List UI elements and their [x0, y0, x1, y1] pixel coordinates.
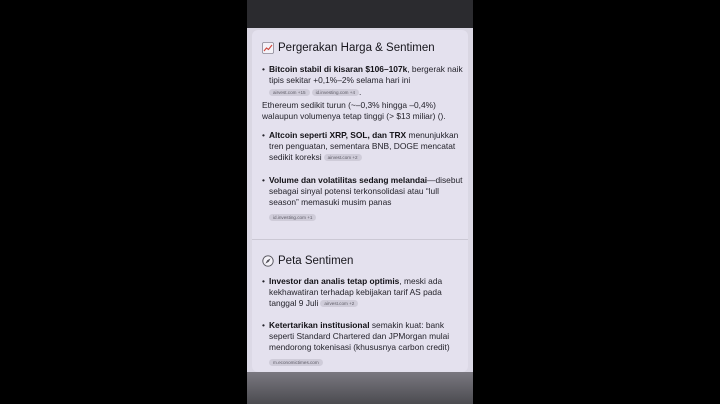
- citation-chip[interactable]: airvest.com +2: [324, 154, 362, 161]
- bitcoin-text: , bergerak naik tipis sekitar +0,1%–2% selama hari ini: [269, 64, 463, 85]
- list-item-bitcoin: [269, 64, 465, 86]
- investor-text: , meski ada kekhawatiran terhadap kebijakan tarif AS pada tanggal 9 Juli: [269, 276, 443, 308]
- list-item-volume: [269, 175, 465, 208]
- list-item-institutional: [269, 320, 465, 353]
- citation-chip[interactable]: airvest.com +2: [320, 300, 358, 307]
- chart-icon: [262, 42, 274, 54]
- section-title-sentiment: Peta Sentimen: [262, 255, 353, 267]
- volume-heading: Volume dan volatilitas sedang melandai: [269, 175, 428, 185]
- citation-row: [269, 212, 465, 223]
- institutional-text: semakin kuat: bank seperti Standard Chartered dan JPMorgan mulai mendorong tokenisasi (khususnya carbon credit): [269, 320, 450, 352]
- section-title-price: Pergerakan Harga & Sentimen: [262, 42, 435, 54]
- volume-text: —disebut sebagai sinyal potensi terkonsolidasi atau “lull season” memasuki musim panas: [269, 175, 463, 207]
- bullet: •: [262, 276, 265, 286]
- ethereum-paragraph: Ethereum sedikit turun (~–0,3% hingga –0,4%) walaupun volumenya tetap tinggi (> $13 miliar) ().: [262, 100, 446, 121]
- investor-heading: Investor dan analis tetap optimis: [269, 276, 400, 286]
- institutional-heading: Ketertarikan institusional: [269, 320, 370, 330]
- bullet: •: [262, 320, 265, 330]
- citation-chip[interactable]: m.economictimes.com: [269, 359, 323, 366]
- bitcoin-heading: Bitcoin stabil di kisaran $106–107k: [269, 64, 408, 74]
- citation-chip[interactable]: id.investing.com +1: [269, 214, 316, 221]
- bullet: •: [262, 64, 265, 74]
- list-item-investor: [269, 276, 465, 309]
- phone-screenshot: [247, 0, 473, 404]
- compass-icon: [262, 255, 274, 267]
- bullet: •: [262, 175, 265, 185]
- altcoin-heading: Altcoin seperti XRP, SOL, dan TRX: [269, 130, 407, 140]
- chat-response-card: [252, 30, 468, 372]
- section-divider: [252, 239, 468, 240]
- citation-row: [269, 357, 465, 368]
- citation-chip[interactable]: id.investing.com +4: [312, 89, 359, 96]
- citation-chip[interactable]: airvest.com +15: [269, 89, 310, 96]
- list-item-altcoin: [269, 130, 465, 163]
- period: .: [359, 87, 362, 97]
- altcoin-text: menunjukkan tren penguatan, sementara BNB, DOGE mencatat sedikit koreksi: [269, 130, 459, 162]
- citation-row: [269, 87, 465, 98]
- bullet: •: [262, 130, 265, 140]
